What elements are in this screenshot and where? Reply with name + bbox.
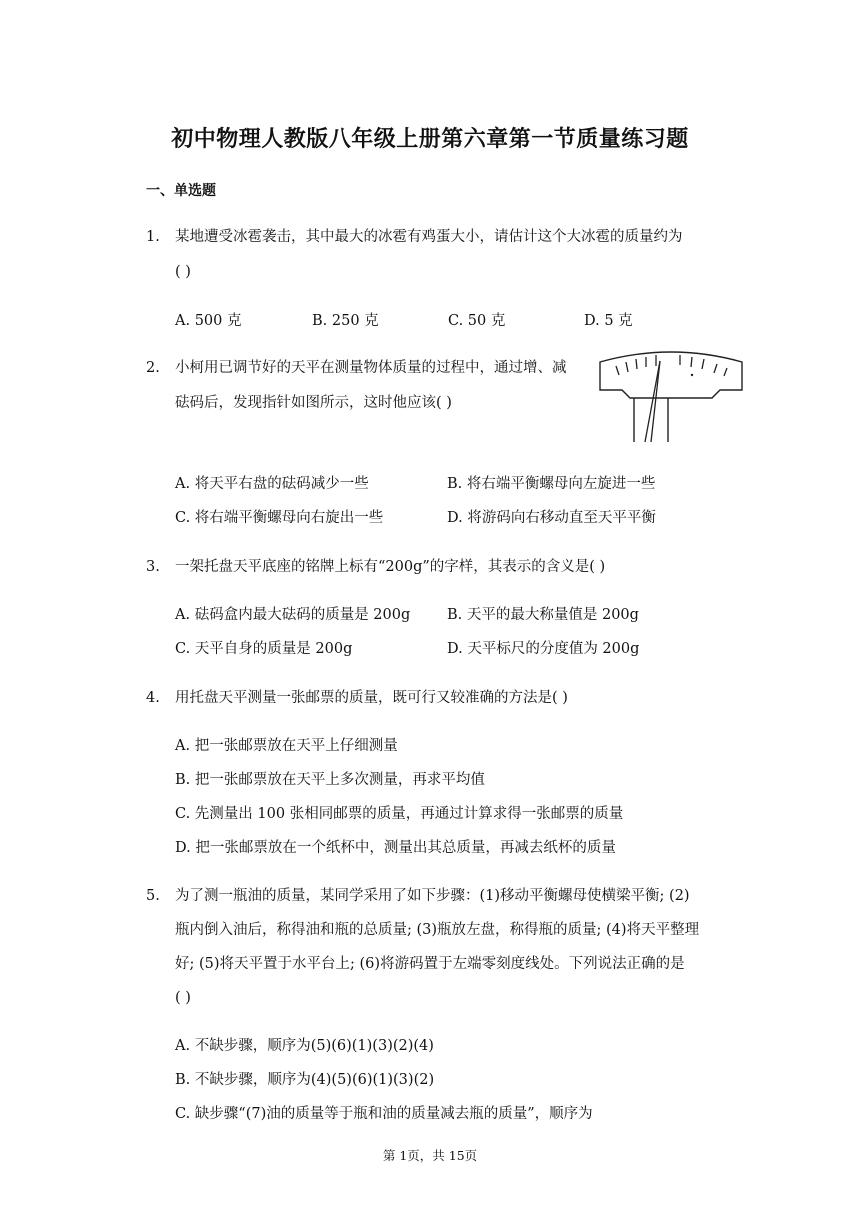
question-number: 4.: [146, 690, 160, 706]
option-d: D. 5 克: [584, 313, 633, 329]
option-a: A. 把一张邮票放在天平上仔细测量: [175, 738, 398, 754]
option-b: B. 不缺步骤，顺序为(4)(5)(6)(1)(3)(2): [175, 1072, 435, 1088]
question-stem: 用托盘天平测量一张邮票的质量，既可行又较准确的方法是( ): [175, 690, 568, 706]
question-number: 3.: [146, 559, 160, 575]
question-stem: 为了测一瓶油的质量，某同学采用了如下步骤：(1)移动平衡螺母使横梁平衡; (2): [175, 888, 690, 904]
option-b: B. 天平的最大称量值是 200g: [447, 607, 639, 623]
question-stem: 一架托盘天平底座的铭牌上标有“200g”的字样，其表示的含义是( ): [175, 559, 606, 575]
question-stem-continued: ( ): [175, 990, 191, 1006]
balance-pointer-icon: [596, 348, 746, 444]
option-c: C. 缺步骤“(7)油的质量等于瓶和油的质量减去瓶的质量”，顺序为: [175, 1106, 593, 1122]
page-footer: 第 1页，共 15页: [382, 1148, 478, 1163]
option-c: C. 50 克: [448, 313, 506, 329]
option-d: D. 天平标尺的分度值为 200g: [447, 641, 640, 657]
question-stem-continued: 砝码后，发现指针如图所示，这时他应该( ): [175, 395, 452, 411]
option-b: B. 把一张邮票放在天平上多次测量，再求平均值: [175, 772, 485, 788]
question-stem-continued: 瓶内倒入油后，称得油和瓶的总质量; (3)瓶放左盘，称得瓶的质量; (4)将天平整理: [175, 922, 700, 938]
option-b: B. 250 克: [312, 313, 379, 329]
option-d: D. 把一张邮票放在一个纸杯中，测量出其总质量，再减去纸杯的质量: [175, 840, 616, 856]
section-heading: 一、单选题: [146, 183, 216, 199]
option-a: A. 不缺步骤，顺序为(5)(6)(1)(3)(2)(4): [175, 1038, 434, 1054]
option-b: B. 将右端平衡螺母向左旋进一些: [447, 476, 656, 492]
option-c: C. 天平自身的质量是 200g: [175, 641, 353, 657]
option-a: A. 砝码盒内最大砝码的质量是 200g: [175, 607, 411, 623]
question-stem: 小柯用已调节好的天平在测量物体质量的过程中，通过增、减: [175, 360, 567, 376]
question-stem-continued: ( ): [175, 264, 191, 280]
question-number: 5.: [146, 888, 160, 904]
question-number: 1.: [146, 229, 160, 245]
option-d: D. 将游码向右移动直至天平平衡: [447, 510, 656, 526]
option-a: A. 将天平右盘的砝码减少一些: [175, 476, 369, 492]
question-stem-continued: 好; (5)将天平置于水平台上; (6)将游码置于左端零刻度线处。下列说法正确的是: [175, 956, 685, 972]
question-stem: 某地遭受冰雹袭击，其中最大的冰雹有鸡蛋大小，请估计这个大冰雹的质量约为: [175, 229, 683, 245]
option-a: A. 500 克: [175, 313, 242, 329]
question-number: 2.: [146, 360, 160, 376]
document-title: 初中物理人教版八年级上册第六章第一节质量练习题: [171, 127, 689, 152]
option-c: C. 将右端平衡螺母向右旋出一些: [175, 510, 384, 526]
option-c: C. 先测量出 100 张相同邮票的质量，再通过计算求得一张邮票的质量: [175, 806, 624, 822]
